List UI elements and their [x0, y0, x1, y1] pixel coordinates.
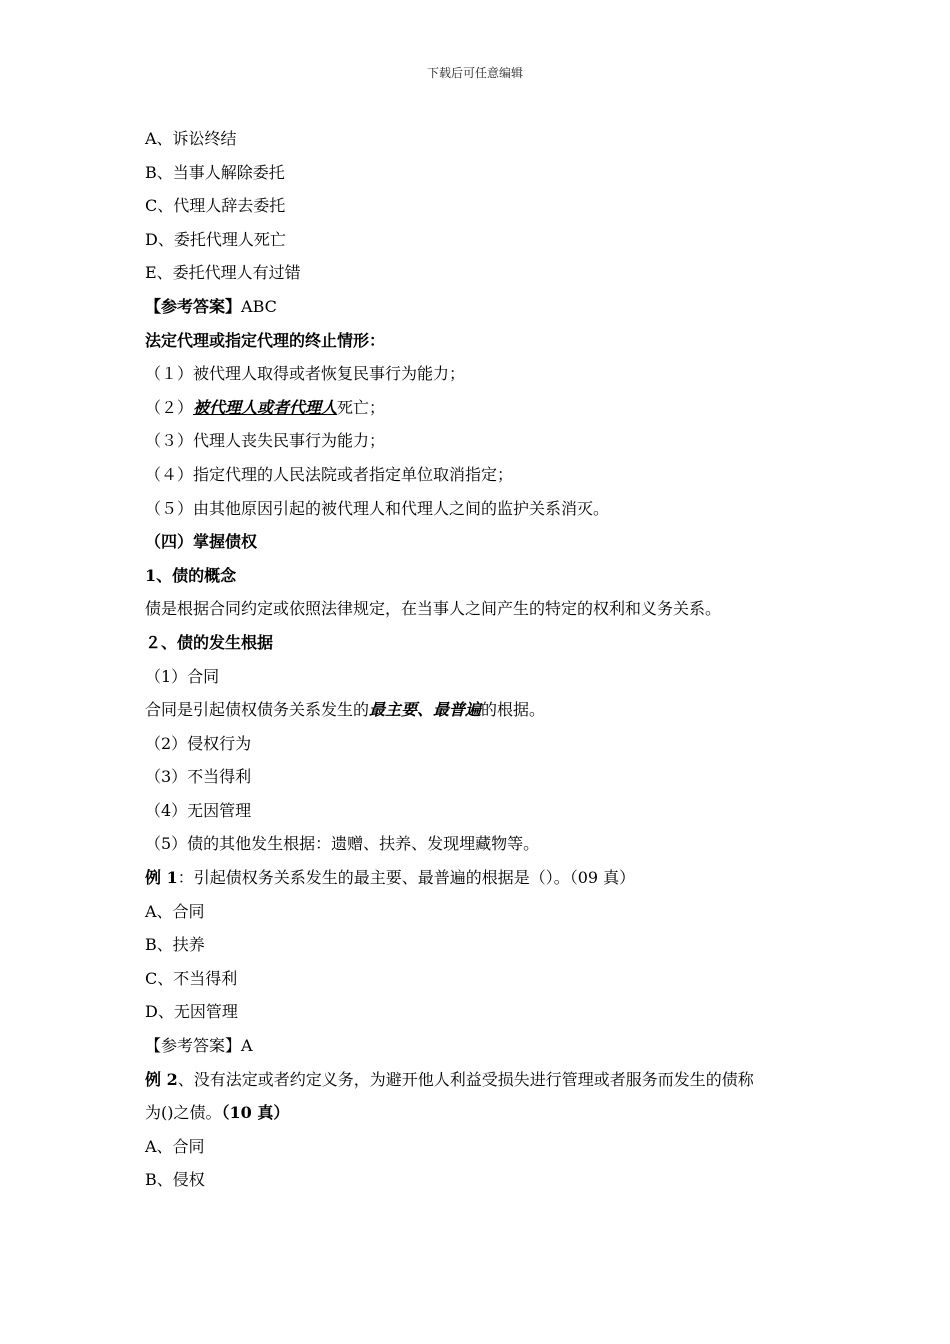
- paragraph: 债是根据合同约定或依照法律规定，在当事人之间产生的特定的权利和义务关系。: [145, 599, 722, 619]
- answer-line: 【参考答案】A: [145, 1036, 253, 1056]
- answer-value: ABC: [241, 296, 277, 316]
- option-b: B、扶养: [145, 935, 205, 955]
- answer-line: [145, 290, 845, 324]
- example-text: 为()之债。: [145, 1103, 222, 1123]
- page-header: 下载后可任意编辑: [426, 66, 523, 80]
- option-a: A、诉讼终结: [145, 129, 237, 148]
- list-item: （1）合同: [145, 666, 220, 686]
- subsection-heading: ２、债的发生根据: [145, 632, 274, 652]
- emphasis-text: 被代理人或者代理人: [193, 397, 338, 417]
- document-body: [145, 122, 845, 1197]
- example-source: （10 真）: [221, 1103, 290, 1123]
- list-item: （４）指定代理的人民法院或者指定单位取消指定；: [145, 464, 514, 484]
- answer-label: 【参考答案】: [145, 296, 242, 316]
- subsection-heading: 1、债的概念: [145, 565, 237, 585]
- section-heading: 法定代理或指定代理的终止情形：: [145, 330, 386, 350]
- option-c: C、代理人辞去委托: [145, 196, 286, 216]
- list-item: （2）侵权行为: [145, 733, 252, 753]
- list-item-prefix: （２）: [145, 397, 194, 417]
- section-heading: （四）掌握债权: [145, 532, 258, 552]
- example-label: 例 2: [145, 1069, 178, 1089]
- example-question: [145, 1063, 845, 1097]
- list-item: （3）不当得利: [145, 767, 252, 787]
- list-item: （３）代理人丧失民事行为能力；: [145, 431, 386, 451]
- example-question: [145, 861, 845, 895]
- list-item: [145, 391, 845, 425]
- option-b: B、侵权: [145, 1170, 205, 1190]
- paragraph-suffix: 的根据。: [481, 700, 546, 720]
- option-d: D、无因管理: [145, 1002, 238, 1022]
- example-text: ：引起债权务关系发生的最主要、最普遍的根据是（）。（09 真）: [177, 868, 636, 888]
- paragraph-prefix: 合同是引起债权债务关系发生的: [145, 700, 370, 720]
- list-item: （5）债的其他发生根据：遗赠、扶养、发现埋藏物等。: [145, 834, 540, 854]
- paragraph: [145, 693, 845, 727]
- list-item: （4）无因管理: [145, 800, 252, 820]
- option-d: D、委托代理人死亡: [145, 229, 286, 249]
- option-a: A、合同: [145, 901, 205, 921]
- example-text: 、没有法定或者约定义务，为避开他人利益受损失进行管理或者服务而发生的债称: [177, 1069, 754, 1089]
- example-question-continued: [145, 1096, 845, 1130]
- option-c: C、不当得利: [145, 968, 238, 988]
- emphasis-text: 最主要、最普遍: [369, 700, 482, 720]
- list-item-suffix: 死亡；: [337, 397, 386, 417]
- option-e: E、委托代理人有过错: [145, 263, 301, 283]
- option-b: B、当事人解除委托: [145, 162, 285, 182]
- example-label: 例 1: [145, 868, 178, 888]
- option-a: A、合同: [145, 1136, 205, 1156]
- list-item: （５）由其他原因引起的被代理人和代理人之间的监护关系消灭。: [145, 498, 610, 518]
- list-item: （１）被代理人取得或者恢复民事行为能力；: [145, 364, 466, 384]
